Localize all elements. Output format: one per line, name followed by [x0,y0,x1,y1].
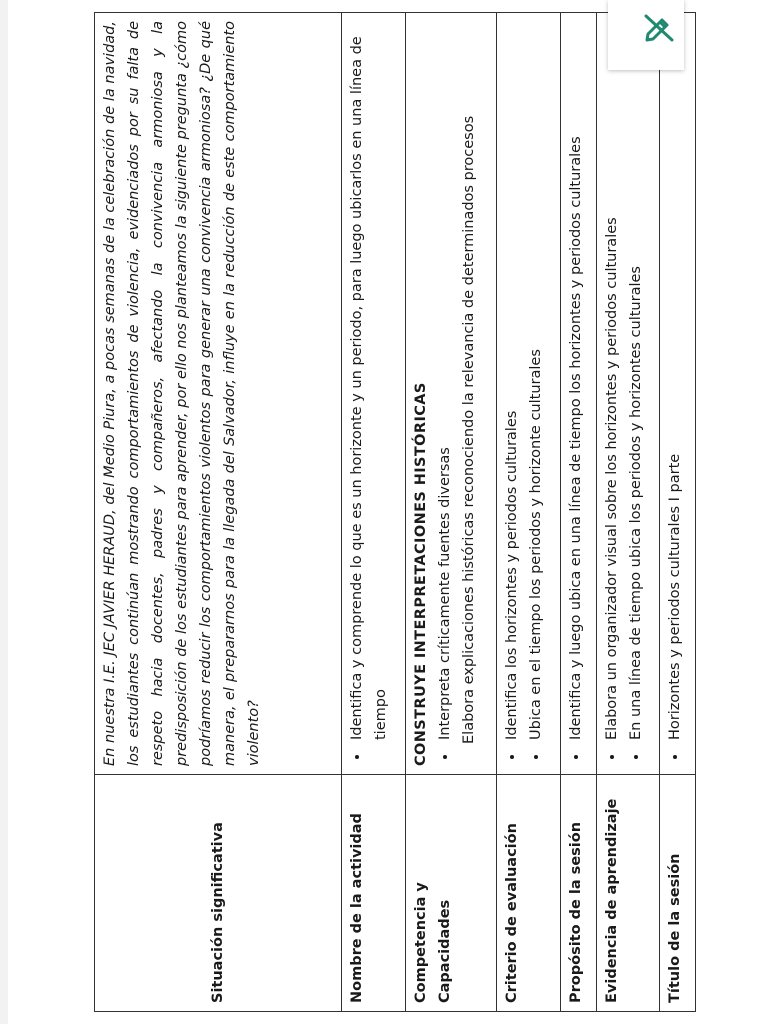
criterio-item: • Ubica en el tiempo los periodos y horizonte culturales [524,21,548,744]
actividad-item: • Identifica y comprende lo que es un horizonte y un periodo, para luego ubicarlos en una línea de tiempo [345,21,393,744]
titulo-cell [660,13,696,775]
row-criterio [497,13,561,1012]
label-criterio: Criterio de evaluación [497,775,561,1012]
criterio-item: • Identifica los horizontes y periodos culturales [500,21,524,744]
evidencia-item: • En una línea de tiempo ubica los periodos y horizontes culturales [624,21,648,744]
label-situacion: Situación significativa [95,775,342,1012]
label-proposito: Propósito de la sesión [560,775,596,1012]
situacion-text: En nuestra I.E. JEC JAVIER HERAUD, del Medio Piura, a pocas semanas de la celebración de la navidad, los estudiantes continúan mostrando comportamientos de violencia, evidenciados por su falta de respeto hacia docentes, padres y compañeros, afectando la convivencia armoniosa y la predisposición de los estudiantes para aprender, por ello nos planteamos la siguiente pregunta ¿cómo podríamos reducir los comportamientos violentos para generar una convivencia armoniosa? ¿De qué manera, el prepararnos para la llegada del Salvador, influye en la reducción de este comportamiento violento? [95,13,342,775]
row-evidencia [596,13,660,1012]
competencia-cell [405,13,496,775]
titulo-item: • Horizontes y periodos culturales I parte [663,21,687,744]
session-table [94,12,696,1012]
criterio-cell [497,13,561,775]
label-titulo: Título de la sesión [660,775,696,1012]
proposito-item: • Identifica y luego ubica en una línea de tiempo los horizontes y periodos culturales [564,21,588,744]
label-evidencia: Evidencia de aprendizaje [596,775,660,1012]
row-titulo [660,13,696,1012]
label-actividad: Nombre de la actividad [342,775,406,1012]
evidencia-cell [596,13,660,775]
row-situacion [95,13,342,1012]
row-proposito [560,13,596,1012]
no-edit-badge[interactable] [608,0,684,70]
actividad-cell [342,13,406,775]
row-actividad [342,13,406,1012]
evidencia-item: • Elabora un organizador visual sobre los horizontes y periodos culturales [600,21,624,744]
label-competencia: Competencia y Capacidades [405,775,496,1012]
capacidad-item: • Interpreta críticamente fuentes diversas [433,21,457,744]
competencia-title: CONSTRUYE INTERPRETACIONES HISTÓRICAS [412,382,429,766]
capacidad-extra: Elabora explicaciones históricas reconociendo la relevancia de determinados procesos [460,115,477,744]
row-competencia [405,13,496,1012]
proposito-cell [560,13,596,775]
